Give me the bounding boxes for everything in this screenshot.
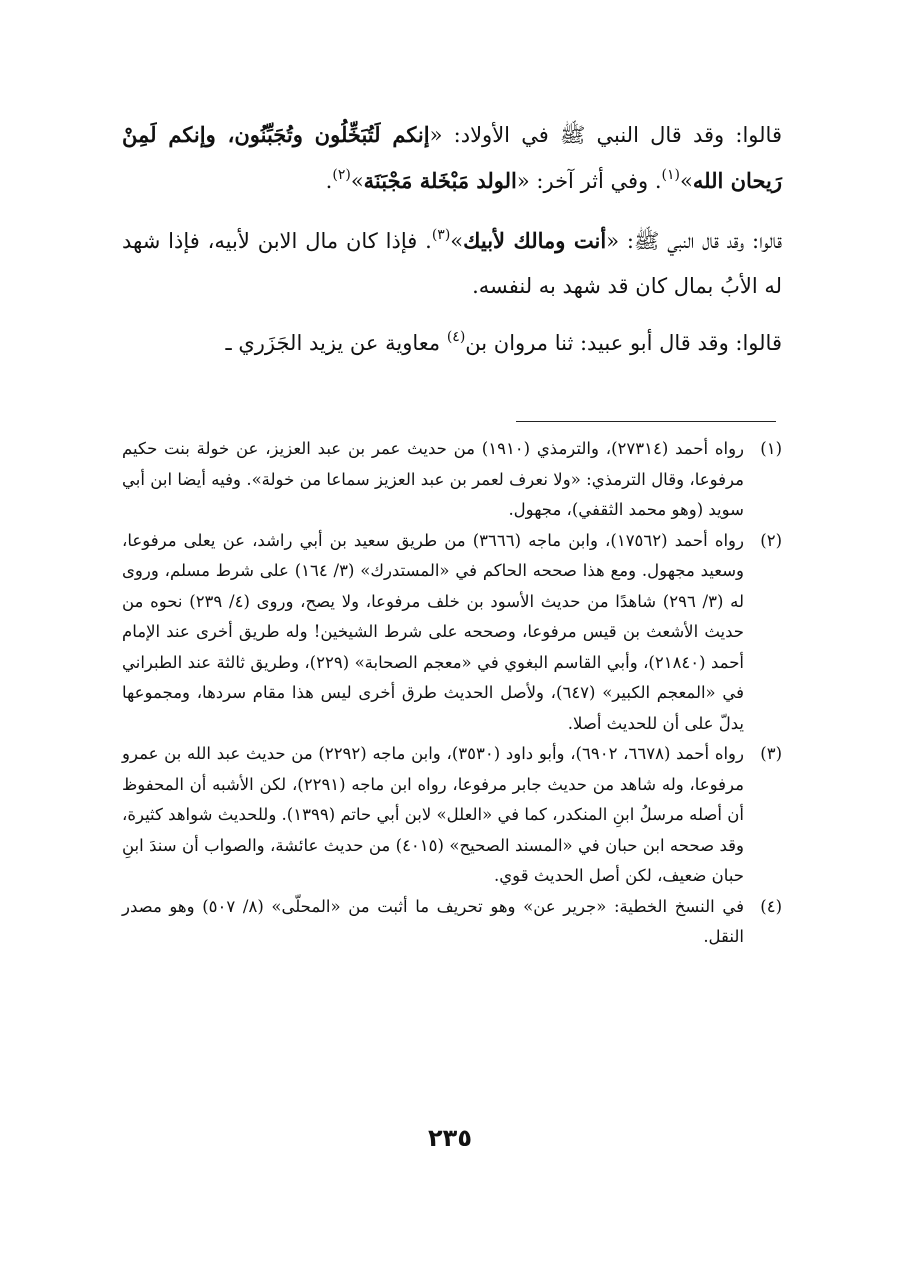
footnote-ref-1[interactable]: (١) xyxy=(661,167,681,183)
footnote-text: في النسخ الخطية: «جرير عن» وهو تحريف ما أثبت من «المحلّى» (٨/ ٥٠٧) وهو مصدر النقل. xyxy=(122,896,744,946)
footnote-number: (٢) xyxy=(760,530,782,550)
footnote-text: رواه أحمد (٢٧٣١٤)، والترمذي (١٩١٠) من حديث عمر بن عبد العزيز، عن خولة بنت حكيم مرفوعا، وقال الترمذي: «ولا نعرف لعمر بن عبد العزيز سماعا من خولة». وفيه أيضا ابن أبي سويد (وهو محمد الثقفي)، مجهول. xyxy=(122,439,745,519)
footnote-2 xyxy=(122,526,782,740)
paragraph-2: قالوا: وقد قال النبي ﷺ: «أنت ومالك لأبيك»$^{(٣)}$. فإذا كان مال الابن لأبيه، فإذا شهد له الأبُ بمال كان قد شهد به لنفسه. xyxy=(122,227,782,298)
page-number: ٢٣٥ xyxy=(428,1124,472,1152)
footnote-text: رواه أحمد (٦٦٧٨، ٦٩٠٢)، وأبو داود (٣٥٣٠)، وابن ماجه (٢٢٩٢) من حديث عبد الله بن عمرو مرفوعا، وله شاهد من حديث جابر مرفوعا، رواه ابن ماجه (٢٢٩١)، لكن الأشبه أن المحفوظ أن أصله مرسلُ ابنِ المنكدر، كما في «العلل» لابن أبي حاتم (١٣٩٩). وللحديث شواهد كثيرة، وقد صححه ابن حبان في «المسند الصحيح» (٤٠١٥) من حديث عائشة، والصواب أن سندَ ابنِ حبان ضعيف، لكن أصل الحديث قوي. xyxy=(122,744,744,885)
footnote-number: (١) xyxy=(760,439,782,458)
footnote-3 xyxy=(122,739,782,892)
footnote-4 xyxy=(122,892,782,953)
footnote-ref-3[interactable]: (٣) xyxy=(431,227,451,243)
footnote-ref-2[interactable]: (٢) xyxy=(332,167,351,183)
footnote-number: (٤) xyxy=(760,896,782,916)
footnote-number: (٣) xyxy=(760,744,782,763)
hadith-quote-3: أنت ومالك لأبيك xyxy=(463,228,607,253)
hadith-quote-2: الولد مَبْخَلة مَجْبَنَة xyxy=(363,168,517,193)
footnote-ref-4[interactable]: (٤) xyxy=(446,329,466,345)
main-text xyxy=(122,112,782,378)
footnote-1 xyxy=(122,434,782,526)
footnote-text: رواه أحمد (١٧٥٦٢)، وابن ماجه (٣٦٦٦) من طريق سعيد بن أبي راشد، عن يعلى مرفوعا، وسعيد مجهول. ومع هذا صححه الحاكم في «المستدرك» (٣/ ١٦٤) على شرط مسلم، وروى له (٣/ ٢٩٦) شاهدًا من حديث الأسود بن خلف مرفوعا، ولا يصح، وروى (٤/ ٢٣٩) نحوه من حديث الأشعث بن قيس مرفوعا، وصححه على شرط الشيخين! وله طريق أخرى عند الإمام أحمد (٢١٨٤٠)، وأبي القاسم البغوي في «معجم الصحابة» (٢٢٩)، وطريق ثالثة عند الطبراني في «المعجم الكبير» (٦٤٧)، ولأصل الحديث طرق أخرى ليس هذا مقام سردها، ومجموعها يدلّ على أن للحديث أصلا. xyxy=(122,530,745,733)
footnote-separator xyxy=(516,421,776,422)
footnotes xyxy=(122,434,782,953)
paragraph-1: قالوا: وقد قال النبي ﷺ في الأولاد: «إنكم لَتُبَخِّلُون وتُجَبِّنُون، وإنكم لَمِنْ رَيحان الله»$^{(١)}$. وفي أثر آخر: «الولد مَبْخَلة مَجْبَنَة»$^{(٢)}$. xyxy=(122,122,782,193)
hadith-quote-1: إنكم لَتُبَخِّلُون وتُجَبِّنُون، وإنكم لَمِنْ رَيحان الله xyxy=(122,122,782,193)
paragraph-3: قالوا: وقد قال أبو عبيد: ثنا مروان بن$^{(٤)}$ معاوية عن يزيد الجَزَري ـ xyxy=(225,329,782,355)
